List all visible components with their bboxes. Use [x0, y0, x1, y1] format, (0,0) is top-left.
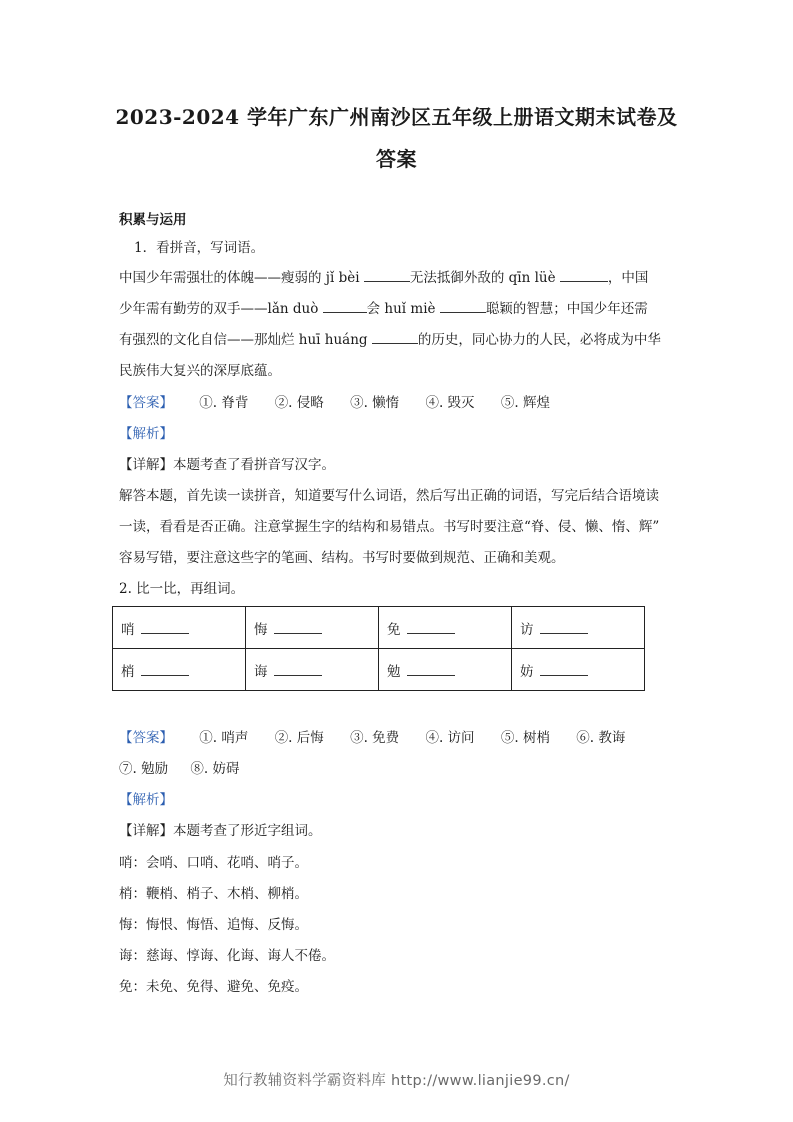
answer-item: ①. 哨声 [199, 730, 249, 746]
answer-blank [560, 269, 608, 282]
answer-blank [372, 331, 418, 344]
table-cell: 梢 [113, 649, 246, 691]
answer-item: ⑤. 辉煌 [500, 395, 550, 411]
word-list-line: 诲：慈诲、惇诲、化诲、诲人不倦。 [119, 948, 335, 964]
section-heading: 积累与运用 [119, 212, 187, 228]
q2-answer-line-2 [119, 759, 679, 779]
answer-item: ⑤. 树梢 [500, 730, 550, 746]
document-title [110, 96, 683, 180]
answer-item: ③. 免费 [350, 730, 400, 746]
word-list-line: 悔：悔恨、悔悟、追悔、反悔。 [119, 917, 308, 933]
answer-item: ⑦. 勉励 [119, 761, 169, 777]
table-cell: 妨 [512, 649, 645, 691]
table-cell: 悔 [246, 607, 379, 649]
table-cell: 勉 [379, 649, 512, 691]
table-row [113, 607, 645, 649]
q1-para-line-2: 少年需有勤劳的双手——lǎn duò 会 huǐ miè 聪颖的智慧；中国少年还需 [119, 301, 648, 317]
answer-item: ②. 后悔 [274, 730, 324, 746]
q2-answer-line-1 [119, 728, 679, 748]
answer-label: 【答案】 [119, 730, 173, 746]
answer-blank [141, 663, 189, 676]
q1-prompt: 1．看拼音，写词语。 [134, 240, 265, 256]
compare-table [112, 606, 645, 691]
q1-para-line-1: 中国少年需强壮的体魄——瘦弱的 jǐ bèi 无法抵御外敌的 qīn lüè ，中国 [119, 270, 649, 286]
answer-blank [274, 663, 322, 676]
table-cell: 访 [512, 607, 645, 649]
table-cell: 免 [379, 607, 512, 649]
detail-line: 【详解】本题考查了看拼音写汉字。 [119, 457, 335, 473]
word-list-line: 免：未免、免得、避免、免疫。 [119, 979, 308, 995]
answer-blank [364, 269, 410, 282]
answer-label: 【答案】 [119, 395, 173, 411]
answer-item: ③. 懒惰 [350, 395, 400, 411]
answer-blank [141, 621, 189, 634]
answer-blank [407, 621, 455, 634]
answer-item: ④. 访问 [425, 730, 475, 746]
q1-answer-line [119, 393, 679, 413]
table-cell: 哨 [113, 607, 246, 649]
title-line-2: 答案 [376, 147, 417, 171]
answer-item: ④. 毁灭 [425, 395, 475, 411]
word-list-line: 梢：鞭梢、梢子、木梢、柳梢。 [119, 886, 308, 902]
table-cell: 诲 [246, 649, 379, 691]
analysis-label: 【解析】 [119, 792, 173, 808]
answer-blank [274, 621, 322, 634]
q1-para-line-4: 民族伟大复兴的深厚底蕴。 [119, 363, 281, 379]
answer-item: ⑥. 教诲 [576, 730, 626, 746]
answer-blank [540, 663, 588, 676]
analysis-label: 【解析】 [119, 426, 173, 442]
answer-item: ⑧. 妨碍 [190, 761, 240, 777]
explain-line: 解答本题，首先读一读拼音，知道要写什么词语，然后写出正确的词语，写完后结合语境读 [119, 488, 659, 504]
detail-line: 【详解】本题考查了形近字组词。 [119, 823, 322, 839]
footer-watermark: 知行教辅资料学霸资料库 http://www.lianjie99.cn/ [223, 1073, 570, 1089]
answer-blank [440, 300, 486, 313]
answer-item: ②. 侵略 [274, 395, 324, 411]
q1-para-line-3: 有强烈的文化自信——那灿烂 huī huáng 的历史，同心协力的人民，必将成为中华 [119, 332, 661, 348]
answer-blank [407, 663, 455, 676]
table-row [113, 649, 645, 691]
answer-item: ①. 脊背 [199, 395, 249, 411]
answer-blank [323, 300, 367, 313]
explain-line: 一读，看看是否正确。注意掌握生字的结构和易错点。书写时要注意“脊、侵、懒、惰、辉” [119, 519, 660, 535]
title-line-1: 2023-2024 学年广东广州南沙区五年级上册语文期末试卷及 [115, 105, 678, 129]
q2-prompt: 2. 比一比，再组词。 [119, 581, 245, 597]
answer-blank [540, 621, 588, 634]
word-list-line: 哨：会哨、口哨、花哨、哨子。 [119, 855, 308, 871]
explain-line: 容易写错，要注意这些字的笔画、结构。书写时要做到规范、正确和美观。 [119, 550, 565, 566]
